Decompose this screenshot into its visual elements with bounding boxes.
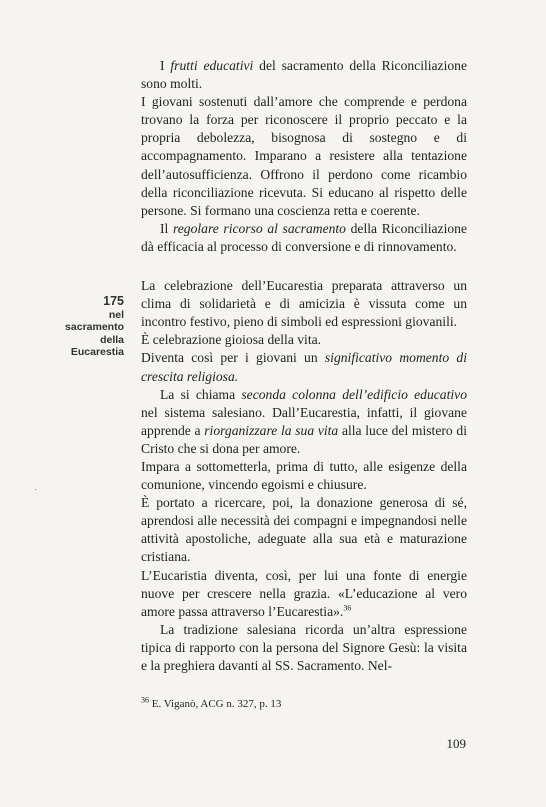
text-run: I — [160, 58, 171, 73]
page-number: 109 — [446, 736, 466, 751]
text-run: I giovani sostenuti dall’amore che comprende e perdona trovano la forza per riconoscere il proprio peccato e la propria debolezza, bisognosa di sostegno e di accompagnamento. Imparano a resistere alla tentazione dell’autosufficienza. Offrono il perdono come ricambio della riconciliazione ricevuta. Si educano al rispetto delle persone. Si formano una coscienza retta e coerente. — [141, 94, 467, 218]
paragraph — [141, 220, 467, 256]
text-run: Impara a sottometterla, prima di tutto, alle esigenze della comunione, vincendo egoismi e chiusure. — [141, 458, 467, 493]
text-run: Diventa così per i giovani un — [141, 350, 325, 366]
margin-note — [60, 294, 124, 359]
text-run: La si chiama — [160, 386, 242, 402]
text-run: La tradizione salesiana ricorda un’altra espressione tipica di rapporto con la persona del Signore Gesù: la visita e la preghiera davanti al SS. Sacramento. Nel- — [141, 621, 467, 673]
text-run: L’Eucaristia diventa, così, per lui una fonte di energie nuove per crescere nella grazia. «L’educazione al vero amore passa attraverso l’Eucarestia». — [141, 567, 467, 619]
text-run: È celebrazione gioiosa della vita. — [141, 332, 322, 348]
text-run: È portato a ricercare, poi, la donazione generosa di sé, aprendosi alle necessità dei compagni e impegnandosi nelle attività apostoliche, adeguate alla sua età e maturazione cristiana. — [141, 495, 467, 565]
paragraph — [141, 386, 467, 458]
paragraph — [141, 349, 467, 385]
margin-note-line: Eucarestia — [70, 346, 124, 359]
italic-phrase: riorganizzare la sua vita — [204, 422, 339, 438]
italic-phrase: regolare ricorso al sacramento — [172, 220, 346, 236]
paragraph — [141, 458, 467, 494]
footnote — [141, 697, 467, 711]
footnote-text: E. Viganò, ACG n. 327, p. 13 — [151, 698, 282, 710]
paragraph — [141, 93, 467, 220]
text-run: Il — [160, 220, 173, 236]
margin-note-line: della — [100, 333, 124, 346]
paragraph — [141, 277, 467, 331]
paragraph — [141, 494, 467, 566]
section-number: 175 — [103, 294, 124, 308]
italic-phrase: seconda colonna dell’edificio educativo — [241, 386, 467, 402]
paragraph — [141, 57, 467, 93]
paragraph — [141, 567, 467, 621]
text-run: alla luce del mistero di Cristo che si dona per amore. — [141, 422, 467, 456]
text-run: della Riconciliazione dà efficacia al processo di conversione e di rinnovamento. — [141, 220, 467, 254]
paragraph — [141, 331, 467, 349]
footnote-reference: 36 — [343, 603, 352, 613]
stray-mark: · — [34, 484, 37, 494]
body-text — [141, 57, 467, 675]
text-run: del sacramento della Riconciliazione sono molti. — [141, 58, 467, 92]
footnote-marker: 36 — [141, 695, 149, 705]
italic-phrase: frutti educativi — [170, 58, 254, 73]
text-run: nel sistema salesiano. Dall’Eucarestia, infatti, il giovane apprende a — [141, 404, 467, 438]
text-run: La celebrazione dell’Eucarestia preparata attraverso un clima di solidarietà e di amicizia è vissuta come un incontro festivo, pieno di simboli ed espressioni giovanili. — [141, 278, 467, 330]
margin-note-line: nel — [108, 309, 124, 321]
margin-note-line: sacramento — [65, 321, 124, 334]
italic-phrase: significativo momento di crescita religiosa. — [141, 350, 467, 384]
paragraph — [141, 621, 467, 675]
